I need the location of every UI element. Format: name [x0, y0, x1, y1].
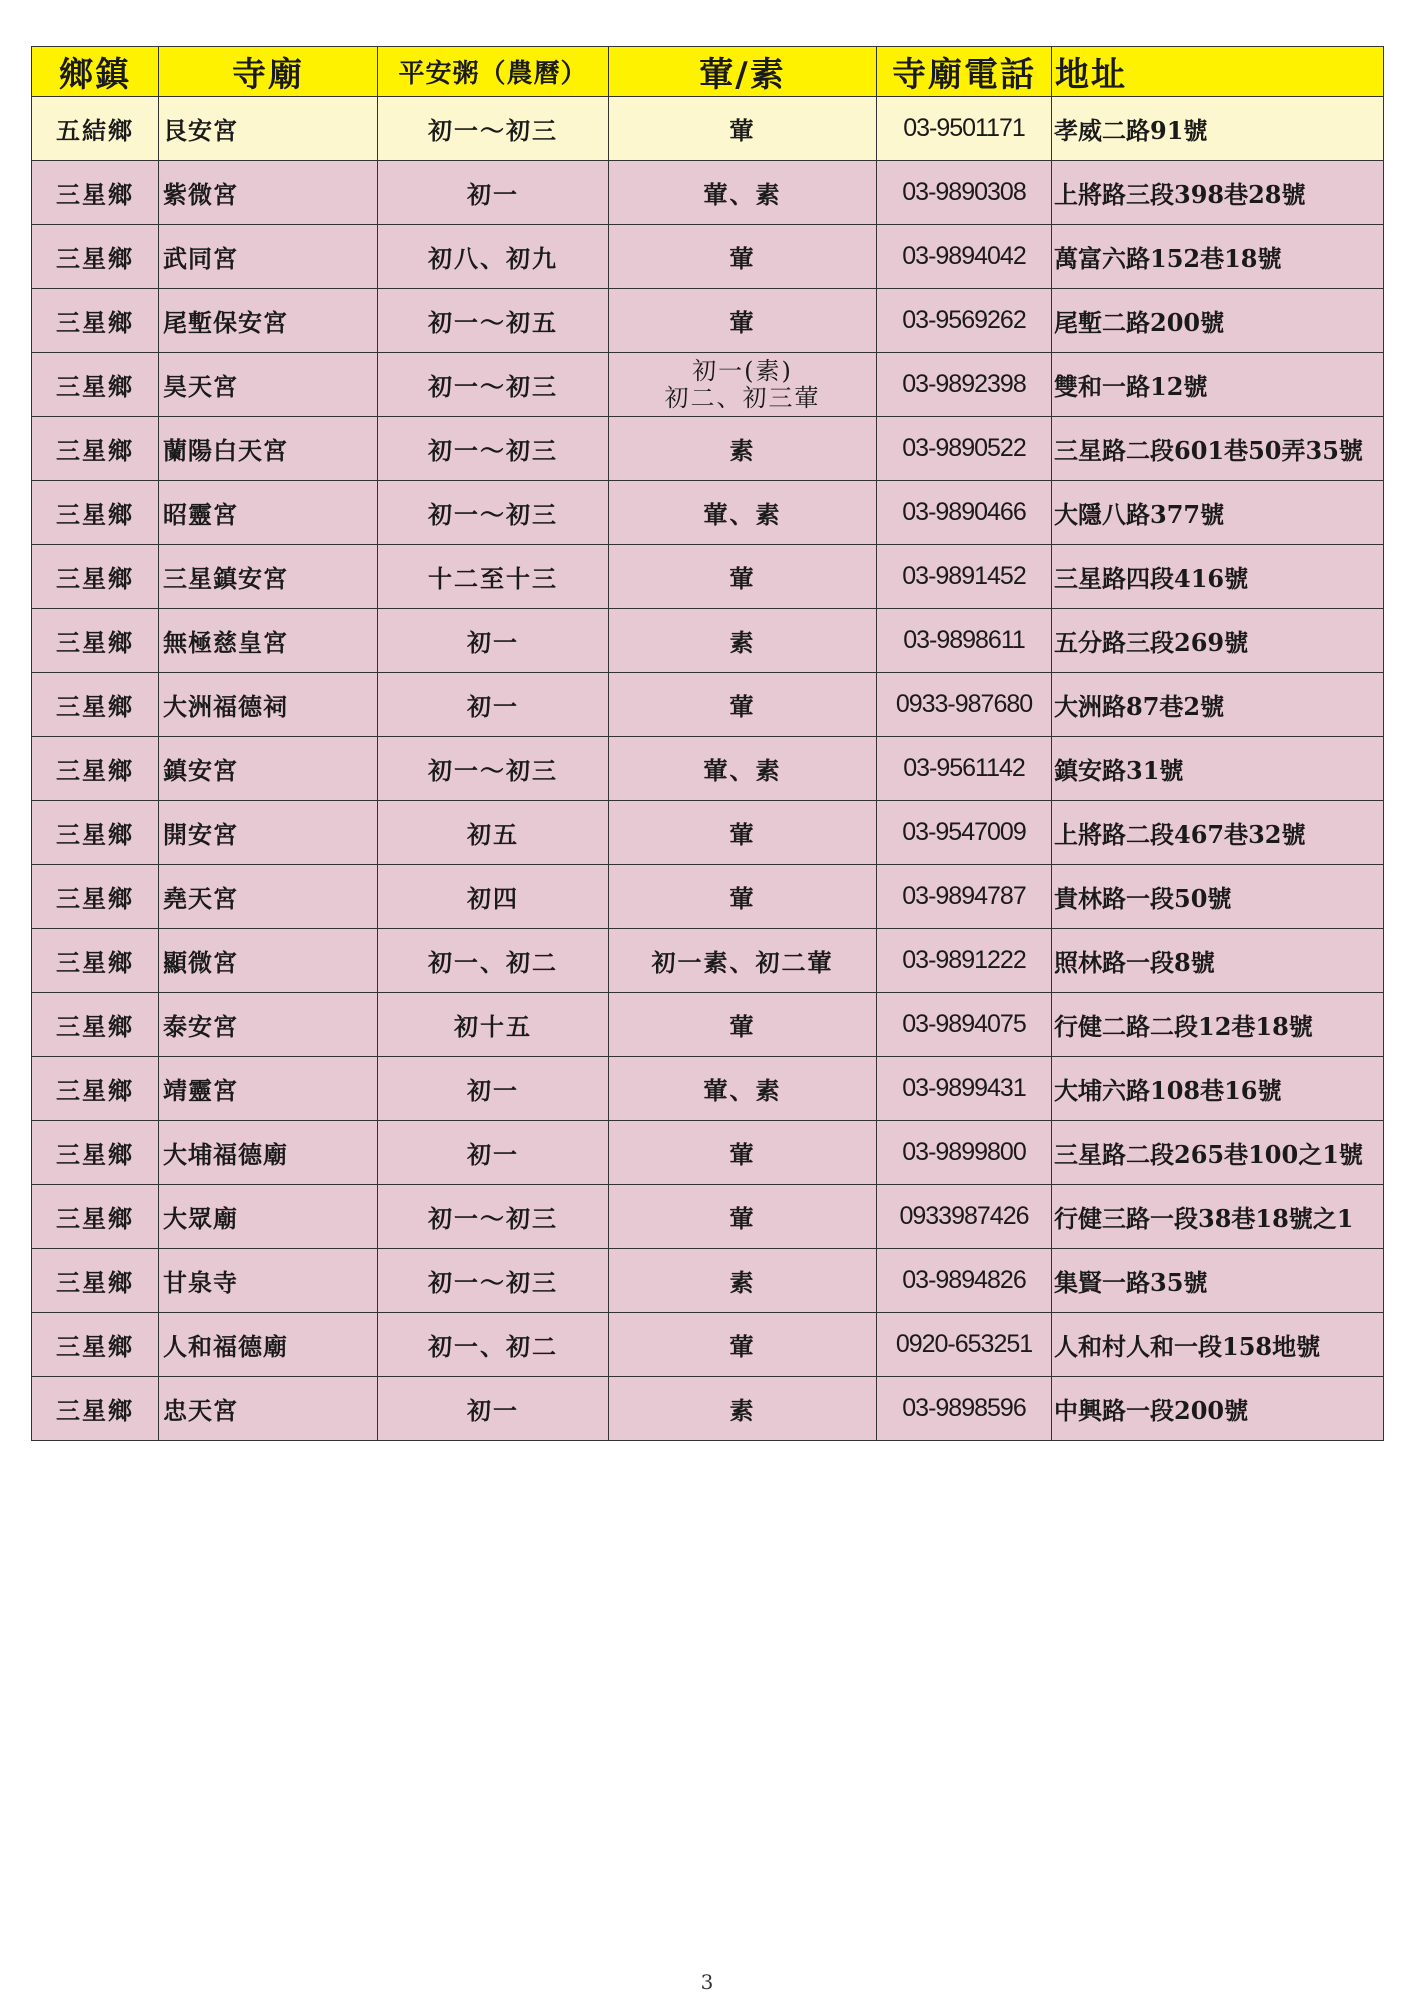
cell-temple: 尾塹保安宮 — [159, 289, 378, 353]
cell-temple: 蘭陽白天宮 — [159, 417, 378, 481]
cell-phone: 03-9890308 — [877, 161, 1052, 225]
cell-temple: 紫微宮 — [159, 161, 378, 225]
cell-phone: 03-9899800 — [877, 1121, 1052, 1185]
cell-temple: 泰安宮 — [159, 993, 378, 1057]
cell-phone: 03-9501171 — [877, 97, 1052, 161]
cell-address — [1052, 801, 1384, 865]
cell-town: 五結鄉 — [32, 97, 159, 161]
cell-porridge-date: 初一 — [378, 1057, 609, 1121]
table-row — [32, 161, 1384, 225]
cell-address — [1052, 1121, 1384, 1185]
cell-address-text: 行健二路二段12巷18號 — [1054, 1012, 1313, 1041]
header-diet: 葷/素 — [609, 47, 877, 97]
cell-diet: 葷、素 — [609, 161, 877, 225]
cell-porridge-date: 初一、初二 — [378, 929, 609, 993]
cell-porridge-date: 初八、初九 — [378, 225, 609, 289]
cell-town: 三星鄉 — [32, 865, 159, 929]
header-town: 鄉鎮 — [32, 47, 159, 97]
cell-diet: 初一素、初二葷 — [609, 929, 877, 993]
cell-address-text: 大隱八路377號 — [1054, 500, 1225, 529]
cell-address-text: 上將路三段398巷28號 — [1054, 180, 1306, 209]
cell-address — [1052, 865, 1384, 929]
cell-temple: 昭靈宮 — [159, 481, 378, 545]
cell-phone: 03-9561142 — [877, 737, 1052, 801]
cell-address-text: 人和村人和一段158地號 — [1054, 1332, 1321, 1361]
cell-address — [1052, 225, 1384, 289]
cell-town: 三星鄉 — [32, 1121, 159, 1185]
cell-porridge-date: 初一～初三 — [378, 97, 609, 161]
cell-diet: 葷 — [609, 225, 877, 289]
cell-address — [1052, 289, 1384, 353]
cell-diet: 葷 — [609, 993, 877, 1057]
cell-diet: 葷 — [609, 545, 877, 609]
cell-temple: 昊天宮 — [159, 353, 378, 417]
table-row — [32, 97, 1384, 161]
header-address: 地址 — [1052, 47, 1384, 97]
cell-phone: 03-9569262 — [877, 289, 1052, 353]
cell-porridge-date: 初一 — [378, 161, 609, 225]
cell-town: 三星鄉 — [32, 609, 159, 673]
cell-phone: 03-9890522 — [877, 417, 1052, 481]
cell-address-text: 萬富六路152巷18號 — [1054, 244, 1282, 273]
cell-phone: 03-9894042 — [877, 225, 1052, 289]
cell-diet-text: 初一(素) 初二、初三葷 — [664, 356, 821, 412]
cell-town: 三星鄉 — [32, 1249, 159, 1313]
cell-address-text: 三星路四段416號 — [1054, 564, 1249, 593]
cell-address — [1052, 1313, 1384, 1377]
cell-address-text: 雙和一路12號 — [1054, 372, 1208, 401]
cell-address-text: 大洲路87巷2號 — [1054, 692, 1225, 721]
cell-temple: 靖靈宮 — [159, 1057, 378, 1121]
cell-porridge-date: 初一～初三 — [378, 353, 609, 417]
cell-phone: 03-9547009 — [877, 801, 1052, 865]
cell-address — [1052, 673, 1384, 737]
cell-diet: 葷 — [609, 97, 877, 161]
cell-town: 三星鄉 — [32, 289, 159, 353]
cell-temple: 開安宮 — [159, 801, 378, 865]
cell-address-text: 貴林路一段50號 — [1054, 884, 1232, 913]
cell-address — [1052, 161, 1384, 225]
cell-town: 三星鄉 — [32, 161, 159, 225]
cell-address — [1052, 929, 1384, 993]
cell-porridge-date: 初十五 — [378, 993, 609, 1057]
table-row — [32, 417, 1384, 481]
table-row — [32, 1313, 1384, 1377]
table-row — [32, 1249, 1384, 1313]
cell-temple: 大眾廟 — [159, 1185, 378, 1249]
cell-phone: 03-9898611 — [877, 609, 1052, 673]
cell-town: 三星鄉 — [32, 673, 159, 737]
cell-temple: 堯天宮 — [159, 865, 378, 929]
table-row — [32, 225, 1384, 289]
cell-address — [1052, 417, 1384, 481]
cell-porridge-date: 初一～初三 — [378, 737, 609, 801]
cell-phone: 03-9892398 — [877, 353, 1052, 417]
cell-temple: 三星鎮安宮 — [159, 545, 378, 609]
cell-diet: 葷 — [609, 801, 877, 865]
cell-address-text: 大埔六路108巷16號 — [1054, 1076, 1282, 1105]
cell-diet: 素 — [609, 417, 877, 481]
table-row — [32, 1057, 1384, 1121]
cell-porridge-date: 初四 — [378, 865, 609, 929]
cell-phone: 03-9894826 — [877, 1249, 1052, 1313]
cell-town: 三星鄉 — [32, 929, 159, 993]
cell-porridge-date: 初一 — [378, 1121, 609, 1185]
cell-address — [1052, 1249, 1384, 1313]
cell-address — [1052, 609, 1384, 673]
cell-address-text: 中興路一段200號 — [1054, 1396, 1249, 1425]
cell-porridge-date: 初五 — [378, 801, 609, 865]
cell-temple: 人和福德廟 — [159, 1313, 378, 1377]
cell-temple: 顯微宮 — [159, 929, 378, 993]
cell-diet: 素 — [609, 1377, 877, 1441]
cell-address-text: 尾塹二路200號 — [1054, 308, 1225, 337]
cell-temple: 艮安宮 — [159, 97, 378, 161]
table-row — [32, 609, 1384, 673]
cell-diet: 葷 — [609, 1313, 877, 1377]
cell-town: 三星鄉 — [32, 417, 159, 481]
cell-town: 三星鄉 — [32, 1185, 159, 1249]
cell-porridge-date: 初一～初三 — [378, 1185, 609, 1249]
table-row — [32, 865, 1384, 929]
cell-temple: 大埔福德廟 — [159, 1121, 378, 1185]
cell-diet: 葷、素 — [609, 737, 877, 801]
cell-address — [1052, 545, 1384, 609]
cell-phone: 03-9898596 — [877, 1377, 1052, 1441]
cell-phone: 03-9890466 — [877, 481, 1052, 545]
cell-address-text: 三星路二段265巷100之1號 — [1054, 1140, 1363, 1169]
cell-address-text: 集賢一路35號 — [1054, 1268, 1208, 1297]
cell-address-text: 孝威二路91號 — [1054, 116, 1208, 145]
cell-porridge-date: 初一 — [378, 609, 609, 673]
cell-temple: 甘泉寺 — [159, 1249, 378, 1313]
cell-address — [1052, 1185, 1384, 1249]
cell-porridge-date: 十二至十三 — [378, 545, 609, 609]
cell-address-text: 照林路一段8號 — [1054, 948, 1215, 977]
temple-porridge-table — [31, 46, 1384, 1441]
cell-phone: 03-9899431 — [877, 1057, 1052, 1121]
cell-temple: 武同宮 — [159, 225, 378, 289]
cell-diet: 葷 — [609, 289, 877, 353]
table-row — [32, 353, 1384, 417]
header-phone: 寺廟電話 — [877, 47, 1052, 97]
cell-town: 三星鄉 — [32, 1313, 159, 1377]
cell-town: 三星鄉 — [32, 353, 159, 417]
table-row — [32, 993, 1384, 1057]
cell-diet: 素 — [609, 1249, 877, 1313]
cell-diet — [609, 353, 877, 417]
table-row — [32, 929, 1384, 993]
cell-diet: 葷 — [609, 865, 877, 929]
table-row — [32, 1121, 1384, 1185]
cell-porridge-date: 初一～初五 — [378, 289, 609, 353]
cell-address-text: 五分路三段269號 — [1054, 628, 1249, 657]
cell-porridge-date: 初一 — [378, 673, 609, 737]
table-row — [32, 737, 1384, 801]
cell-town: 三星鄉 — [32, 1377, 159, 1441]
cell-phone: 03-9891222 — [877, 929, 1052, 993]
cell-address-text: 三星路二段601巷50弄35號 — [1054, 436, 1363, 465]
cell-town: 三星鄉 — [32, 481, 159, 545]
table-header-row — [32, 47, 1384, 97]
cell-address-text: 行健三路一段38巷18號之1 — [1054, 1204, 1354, 1233]
cell-address — [1052, 1057, 1384, 1121]
cell-phone: 0933987426 — [877, 1185, 1052, 1249]
cell-phone: 03-9894787 — [877, 865, 1052, 929]
cell-temple: 鎮安宮 — [159, 737, 378, 801]
cell-diet: 葷、素 — [609, 1057, 877, 1121]
cell-diet: 葷 — [609, 1185, 877, 1249]
table-row — [32, 289, 1384, 353]
table-row — [32, 1185, 1384, 1249]
cell-phone: 03-9891452 — [877, 545, 1052, 609]
cell-address — [1052, 1377, 1384, 1441]
cell-porridge-date: 初一～初三 — [378, 1249, 609, 1313]
cell-town: 三星鄉 — [32, 801, 159, 865]
cell-address — [1052, 353, 1384, 417]
cell-phone: 03-9894075 — [877, 993, 1052, 1057]
cell-temple: 無極慈皇宮 — [159, 609, 378, 673]
cell-address — [1052, 481, 1384, 545]
cell-phone: 0933-987680 — [877, 673, 1052, 737]
cell-porridge-date: 初一、初二 — [378, 1313, 609, 1377]
table-row — [32, 545, 1384, 609]
table-row — [32, 481, 1384, 545]
cell-porridge-date: 初一 — [378, 1377, 609, 1441]
cell-diet: 葷 — [609, 1121, 877, 1185]
cell-diet: 素 — [609, 609, 877, 673]
cell-temple: 大洲福德祠 — [159, 673, 378, 737]
table-row — [32, 673, 1384, 737]
cell-town: 三星鄉 — [32, 545, 159, 609]
cell-address — [1052, 737, 1384, 801]
cell-porridge-date: 初一～初三 — [378, 481, 609, 545]
cell-address-text: 鎮安路31號 — [1054, 756, 1184, 785]
page-number: 3 — [700, 1970, 714, 1994]
cell-phone: 0920-653251 — [877, 1313, 1052, 1377]
cell-porridge-date: 初一～初三 — [378, 417, 609, 481]
cell-diet: 葷 — [609, 673, 877, 737]
cell-town: 三星鄉 — [32, 737, 159, 801]
cell-address — [1052, 97, 1384, 161]
cell-temple: 忠天宮 — [159, 1377, 378, 1441]
cell-diet: 葷、素 — [609, 481, 877, 545]
cell-address — [1052, 993, 1384, 1057]
cell-town: 三星鄉 — [32, 1057, 159, 1121]
header-porridge-date: 平安粥（農曆） — [378, 47, 609, 97]
table-row — [32, 1377, 1384, 1441]
table-row — [32, 801, 1384, 865]
header-temple: 寺廟 — [159, 47, 378, 97]
cell-address-text: 上將路二段467巷32號 — [1054, 820, 1306, 849]
cell-town: 三星鄉 — [32, 993, 159, 1057]
cell-town: 三星鄉 — [32, 225, 159, 289]
